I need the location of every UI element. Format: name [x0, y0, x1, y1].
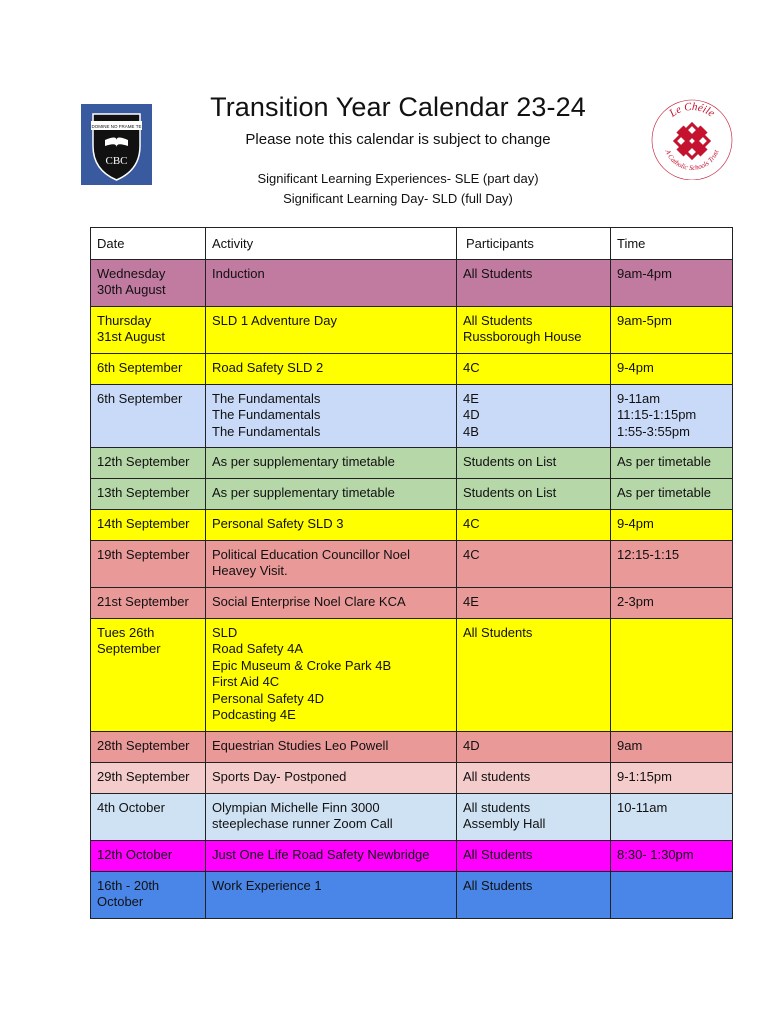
cell-time-line: 8:30- 1:30pm	[617, 846, 694, 862]
table-row	[91, 306, 733, 353]
cell-date	[91, 353, 206, 384]
cell-participants	[457, 618, 611, 731]
cell-time	[611, 840, 733, 871]
cell-time	[611, 259, 733, 306]
cell-time	[611, 478, 733, 509]
cell-activity-line: The Fundamentals	[212, 390, 321, 406]
logo-text-top: Le Chéile	[667, 100, 717, 120]
cell-activity	[206, 587, 457, 618]
cell-activity-line: Equestrian Studies Leo Powell	[212, 737, 389, 753]
cell-time	[611, 384, 733, 447]
cell-time	[611, 306, 733, 353]
cell-activity	[206, 540, 457, 587]
cell-activity-line: Personal Safety SLD 3	[212, 515, 344, 531]
table-row	[91, 509, 733, 540]
cell-activity	[206, 731, 457, 762]
cell-time-line: 1:55-3:55pm	[617, 423, 690, 439]
cell-participants	[457, 871, 611, 918]
cell-date	[91, 618, 206, 731]
cell-participants-line: 4D	[463, 407, 480, 422]
sle-note: Significant Learning Experiences- SLE (part day)	[257, 171, 539, 186]
cell-time	[611, 509, 733, 540]
cell-activity	[206, 384, 457, 447]
cell-participants-line: 4B	[463, 423, 479, 439]
cell-date-line: 31st August	[97, 329, 165, 344]
cell-time	[611, 540, 733, 587]
cell-time	[611, 587, 733, 618]
crest-motto: DOMINE NO FRAME TE	[91, 124, 142, 129]
cell-date-line: September	[97, 641, 161, 656]
table-row	[91, 259, 733, 306]
cell-activity-line: Sports Day- Postponed	[212, 768, 347, 784]
cell-date	[91, 762, 206, 793]
cell-date-line: 16th - 20th	[97, 877, 160, 893]
cell-activity	[206, 353, 457, 384]
cell-activity	[206, 871, 457, 918]
cell-participants	[457, 447, 611, 478]
table-row	[91, 478, 733, 509]
cell-participants	[457, 306, 611, 353]
cell-activity-line: Induction	[212, 265, 265, 281]
cell-activity-line: Road Safety 4A	[212, 641, 304, 656]
cell-activity-line: As per supplementary timetable	[212, 484, 395, 500]
cell-activity-line: Epic Museum & Croke Park 4B	[212, 657, 392, 673]
cell-time-line: 2-3pm	[617, 593, 654, 609]
cell-participants-line: 4C	[463, 546, 480, 562]
cell-time-line: 9-11am	[617, 390, 661, 406]
cell-time	[611, 447, 733, 478]
cell-activity	[206, 478, 457, 509]
cell-activity-line: Heavey Visit.	[212, 563, 288, 578]
cell-activity-line: Just One Life Road Safety Newbridge	[212, 846, 430, 862]
cell-participants-line: 4D	[463, 737, 480, 753]
table-row	[91, 540, 733, 587]
cell-participants	[457, 259, 611, 306]
cell-activity-line: Personal Safety 4D	[212, 690, 325, 706]
cell-time-line: 9-1:15pm	[617, 768, 672, 784]
cell-time	[611, 731, 733, 762]
cell-activity-line: Olympian Michelle Finn 3000	[212, 799, 380, 815]
cell-time	[611, 793, 733, 840]
table-row	[91, 587, 733, 618]
table-row	[91, 840, 733, 871]
cell-date-line: 14th September	[97, 515, 190, 531]
cell-activity-line: First Aid 4C	[212, 674, 280, 689]
cell-participants-line: Russborough House	[463, 329, 582, 344]
cell-date-line: 6th September	[97, 359, 183, 375]
cell-activity	[206, 762, 457, 793]
cell-date-line: 21st September	[97, 593, 189, 609]
cell-date	[91, 540, 206, 587]
cell-date-line: Tues 26th	[97, 624, 155, 640]
cell-activity-line: SLD	[212, 624, 238, 640]
cell-activity-line: The Fundamentals	[212, 407, 321, 422]
table-row	[91, 762, 733, 793]
cell-date-line: 12th September	[97, 453, 190, 469]
cell-time	[611, 353, 733, 384]
cell-time-line: As per timetable	[617, 484, 711, 500]
table-row	[91, 793, 733, 840]
table-row	[91, 871, 733, 918]
cell-participants-line: All Students	[463, 846, 533, 862]
cell-date	[91, 793, 206, 840]
header-date: Date	[91, 228, 206, 260]
cell-time	[611, 618, 733, 731]
header-time: Time	[611, 228, 733, 260]
cell-activity	[206, 793, 457, 840]
cell-activity-line: Podcasting 4E	[212, 707, 296, 722]
cell-activity	[206, 447, 457, 478]
cell-participants-line: All Students	[463, 312, 533, 328]
table-row	[91, 618, 733, 731]
cell-date	[91, 447, 206, 478]
cell-date-line: 4th October	[97, 799, 165, 815]
cell-participants-line: Students on List	[463, 484, 557, 500]
cell-date-line: 19th September	[97, 546, 190, 562]
cell-time-line: 10-11am	[617, 799, 668, 815]
cell-activity-line: Political Education Councillor Noel	[212, 546, 410, 562]
cell-participants	[457, 478, 611, 509]
cell-participants-line: Students on List	[463, 453, 557, 469]
cell-date-line: 29th September	[97, 768, 190, 784]
cell-participants	[457, 731, 611, 762]
cell-time	[611, 762, 733, 793]
cell-activity-line: The Fundamentals	[212, 423, 321, 439]
cell-participants	[457, 540, 611, 587]
table-row	[91, 353, 733, 384]
cell-time-line: 9am-5pm	[617, 312, 672, 328]
cell-participants-line: All students	[463, 768, 531, 784]
cell-participants	[457, 384, 611, 447]
cell-date	[91, 259, 206, 306]
cell-time-line: 9am	[617, 737, 643, 753]
cell-activity-line: SLD 1 Adventure Day	[212, 312, 338, 328]
cell-time-line: As per timetable	[617, 453, 711, 469]
cell-time-line: 11:15-1:15pm	[617, 407, 697, 422]
cell-date-line: October	[97, 894, 144, 909]
cell-participants-line: All students	[463, 799, 531, 815]
cell-participants-line: 4E	[463, 593, 479, 609]
cell-date-line: 28th September	[97, 737, 190, 753]
cell-activity-line: Road Safety SLD 2	[212, 359, 324, 375]
page-title: Transition Year Calendar 23-24	[210, 92, 586, 122]
cell-time-line: 9-4pm	[617, 515, 654, 531]
cell-time-line: 9am-4pm	[617, 265, 672, 281]
cell-date	[91, 384, 206, 447]
header-activity: Activity	[206, 228, 457, 260]
cell-date	[91, 587, 206, 618]
cell-participants-line: 4C	[463, 515, 480, 531]
cell-date	[91, 871, 206, 918]
cell-activity	[206, 840, 457, 871]
cell-participants-line: 4E	[463, 390, 479, 406]
cell-date-line: 12th October	[97, 846, 173, 862]
cell-time-line: 9-4pm	[617, 359, 654, 375]
cell-date-line: 30th August	[97, 282, 166, 297]
cell-participants-line: Assembly Hall	[463, 816, 546, 831]
calendar-table	[90, 227, 733, 919]
cell-activity-line: steeplechase runner Zoom Call	[212, 816, 393, 831]
cell-date-line: Wednesday	[97, 265, 166, 281]
le-cheile-logo-icon	[650, 96, 734, 180]
cell-participants	[457, 793, 611, 840]
table-row	[91, 447, 733, 478]
cell-date-line: Thursday	[97, 312, 152, 328]
cell-time	[611, 871, 733, 918]
cell-date-line: 6th September	[97, 390, 183, 406]
cell-participants-line: 4C	[463, 359, 480, 375]
cell-activity	[206, 618, 457, 731]
crest-letters: CBC	[105, 155, 128, 167]
cell-activity-line: Work Experience 1	[212, 877, 322, 893]
logo-text-bottom: A Catholic Schools Trust	[663, 148, 721, 173]
cell-date-line: 13th September	[97, 484, 190, 500]
cell-participants	[457, 762, 611, 793]
cell-time-line: 12:15-1:15	[617, 546, 680, 562]
table-row	[91, 384, 733, 447]
cell-activity	[206, 509, 457, 540]
header-participants: Participants	[457, 228, 611, 260]
cell-participants	[457, 353, 611, 384]
cell-participants	[457, 509, 611, 540]
cell-activity	[206, 259, 457, 306]
cell-activity-line: As per supplementary timetable	[212, 453, 395, 469]
cell-participants-line: All Students	[463, 265, 533, 281]
cell-date	[91, 306, 206, 353]
cell-activity	[206, 306, 457, 353]
page-header	[0, 0, 768, 225]
cell-participants	[457, 840, 611, 871]
table-row	[91, 731, 733, 762]
cell-activity-line: Social Enterprise Noel Clare KCA	[212, 593, 406, 609]
cell-participants-line: All Students	[463, 624, 533, 640]
cell-date	[91, 731, 206, 762]
cell-date	[91, 509, 206, 540]
cell-date	[91, 478, 206, 509]
cell-participants	[457, 587, 611, 618]
page-subtitle: Please note this calendar is subject to change	[245, 131, 551, 148]
cell-date	[91, 840, 206, 871]
cell-participants-line: All Students	[463, 877, 533, 893]
table-header-row	[91, 228, 733, 260]
sld-note: Significant Learning Day- SLD (full Day)	[283, 191, 513, 206]
